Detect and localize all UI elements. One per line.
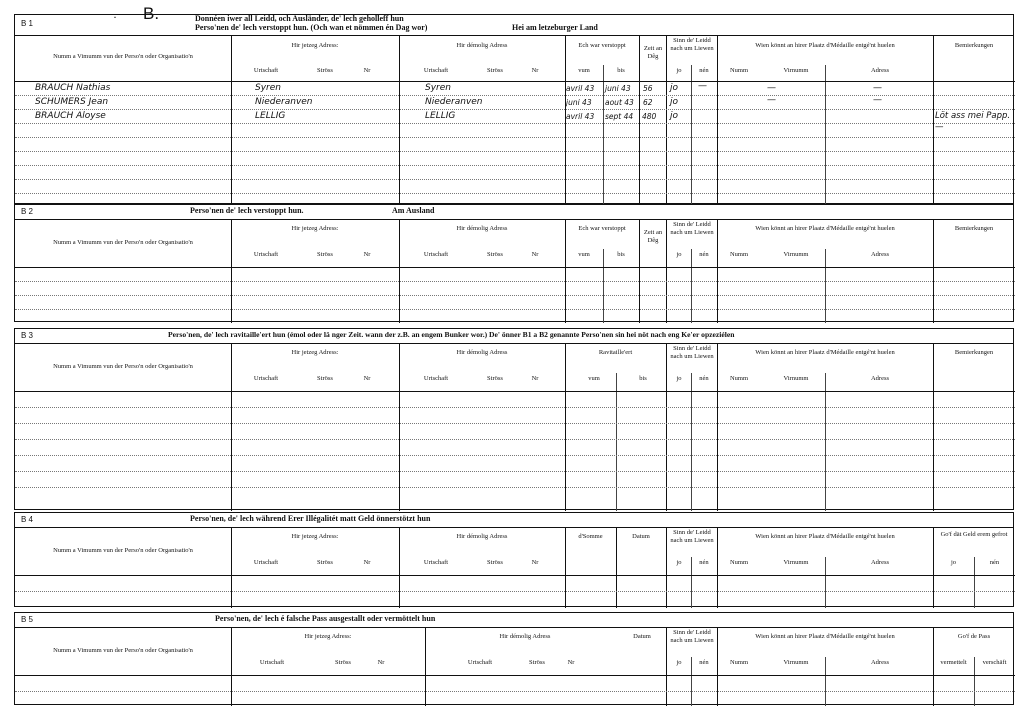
header-current-address: Hir jetzeg Adress:	[304, 633, 352, 640]
header-strooss: Ströss	[335, 659, 351, 666]
row-jo: jo	[670, 97, 679, 107]
header-jo: jo	[676, 559, 682, 566]
row-old-city: Syren	[425, 83, 451, 93]
header-old-address: Hir démolig Adress	[456, 42, 508, 49]
header-wien: Wien könnt an hirer Plaatz d'Médaille entgé'nt huelen	[755, 349, 895, 356]
header-virnumm: Virnumm	[783, 67, 809, 74]
header-name: Numm a Vimumm vun der Perso'n oder Organisatio'n	[53, 547, 193, 554]
row-bis: sept 44	[605, 112, 634, 121]
header-urtschaft-old: Urtschaft	[423, 67, 449, 74]
header-wien: Wien könnt an hirer Plaatz d'Médaille entgé'nt huelen	[755, 225, 895, 232]
header-geld: Go'f dät Geld erem gefrot	[940, 531, 1008, 538]
header-zeit: Zeit an Dêg	[643, 45, 663, 60]
header-nr: Nr	[363, 251, 371, 258]
header-nen: nén	[699, 559, 709, 566]
header-urtschaft: Urtschaft	[259, 659, 285, 666]
header-adress: Adress	[870, 251, 890, 258]
header-jo: jo	[676, 659, 682, 666]
header-bis: bis	[617, 251, 625, 258]
header-sinn: Sinn de' Leidd nach um Liewen	[670, 37, 714, 52]
section-title: Perso'nen, de' lech é falsche Pass ausgestallt oder vermöttelt hun	[215, 614, 436, 623]
header-nen: nén	[699, 375, 709, 382]
header-current-address: Hir jetzeg Adress:	[291, 533, 339, 540]
row-adress: —	[873, 95, 882, 105]
row-vum: juni 43	[566, 98, 592, 107]
header-urtschaft-old: Urtschaft	[467, 659, 493, 666]
header-vum: vum	[578, 67, 590, 74]
section-b3-title-bar	[15, 329, 1013, 344]
header-strooss-old: Ströss	[487, 67, 503, 74]
row-numm: —	[767, 83, 776, 93]
header-vermettelt: vermettelt	[940, 659, 967, 666]
header-pass: Go'f de Pass	[957, 633, 991, 640]
header-current-address: Hir jetzeg Adress:	[291, 42, 339, 49]
header-nr-old: Nr	[531, 559, 539, 566]
header-numm: Numm	[729, 375, 749, 382]
header-nr-old: Nr	[531, 67, 539, 74]
header-nr-old: Nr	[567, 659, 575, 666]
section-b2	[14, 204, 1014, 322]
header-adress: Adress	[870, 659, 890, 666]
row-nen: —	[698, 81, 707, 91]
header-urtschaft-old: Urtschaft	[423, 251, 449, 258]
header-hidden: Ech war verstoppt	[578, 225, 626, 232]
header-nr: Nr	[363, 559, 371, 566]
header-old-address: Hir démolig Adress	[456, 225, 508, 232]
header-strooss-old: Ströss	[487, 559, 503, 566]
header-bemierk: Bemierkungen	[954, 42, 994, 49]
header-virnumm: Virnumm	[783, 659, 809, 666]
header-old-address: Hir démolig Adress	[456, 349, 508, 356]
header-urtschaft-old: Urtschaft	[423, 375, 449, 382]
header-name: Numm a Vimumm vun der Perso'n oder Organisatio'n	[53, 647, 193, 654]
row-deg: 56	[643, 84, 653, 93]
row-numm: —	[767, 95, 776, 105]
header-vum: vum	[588, 375, 600, 382]
header-geld-jo: jo	[950, 559, 957, 566]
section-title: Perso'nen, de' lech ravitaille'ert hun (émol oder lä nger Zeit. wann der z.B. an engem Bunker wor.) De' önner B1 a B2 genannte Perso'nen sin hei nöt nach eng Ke'er opzeziélen	[168, 330, 735, 339]
header-strooss: Ströss	[317, 67, 333, 74]
header-somme: d'Somme	[578, 533, 603, 540]
section-b2-title-bar	[15, 205, 1013, 220]
header-datum: Datum	[633, 633, 651, 640]
row-deg: 62	[643, 98, 653, 107]
section-title: Perso'nen, de' lech während Erer Illégalitét matt Geld önnerstötzt hun	[190, 514, 431, 523]
section-b1	[14, 14, 1014, 204]
header-nr-old: Nr	[531, 375, 539, 382]
section-b5	[14, 612, 1014, 705]
row-remark: Löt ass mei Papp. —	[935, 111, 1011, 132]
header-current-address: Hir jetzeg Adress:	[291, 225, 339, 232]
section-b1-title-bar	[15, 15, 1013, 36]
header-urtschaft: Urtschaft	[253, 559, 279, 566]
row-name: BRAUCH Nathias	[35, 83, 111, 93]
page-letter: B.	[143, 4, 160, 23]
header-adress: Adress	[870, 559, 890, 566]
header-numm: Numm	[729, 67, 749, 74]
header-geld-nen: nén	[989, 559, 1000, 566]
header-bemierk: Bemierkungen	[954, 349, 994, 356]
section-title: Perso'nen de' lech verstoppt hun.	[190, 206, 304, 215]
header-zeit: Zeit an Dêg	[643, 229, 663, 244]
header-sinn: Sinn de' Leidd nach um Liewen	[670, 221, 714, 236]
row-jo: jo	[670, 111, 679, 121]
header-wien: Wien könnt an hirer Plaatz d'Médaille entgé'nt huelen	[755, 533, 895, 540]
header-adress: Adress	[870, 67, 890, 74]
section-b5-title-bar	[15, 613, 1013, 628]
header-numm: Numm	[729, 559, 749, 566]
row-name: SCHUMERS Jean	[35, 97, 109, 107]
row-jo: jo	[670, 83, 679, 93]
header-urtschaft: Urtschaft	[253, 375, 279, 382]
header-adress: Adress	[870, 375, 890, 382]
header-nr: Nr	[363, 375, 371, 382]
header-urtschaft: Urtschaft	[253, 67, 279, 74]
header-virnumm: Virnumm	[783, 375, 809, 382]
header-strooss-old: Ströss	[487, 375, 503, 382]
header-jo: jo	[676, 375, 682, 382]
header-jo: jo	[676, 67, 682, 74]
row-name: BRAUCH Aloyse	[35, 111, 106, 121]
header-name: Numm a Vimumm vun der Perso'n oder Organisatio'n	[53, 239, 193, 246]
header-strooss: Ströss	[317, 251, 333, 258]
header-sinn: Sinn de' Leidd nach um Liewen	[670, 629, 714, 644]
section-code: B 5	[21, 615, 34, 624]
header-nr-old: Nr	[531, 251, 539, 258]
header-name: Numm a Vimumm vun der Perso'n oder Organisatio'n	[53, 363, 193, 370]
row-vum: avril 43	[566, 84, 595, 93]
header-wien: Wien könnt an hirer Plaatz d'Médaille entgé'nt huelen	[755, 633, 895, 640]
header-bis: bis	[639, 375, 647, 382]
page-letter-dot: ·	[113, 10, 117, 24]
header-nr: Nr	[363, 67, 371, 74]
header-hidden: Ech war verstoppt	[578, 42, 626, 49]
header-numm: Numm	[729, 659, 749, 666]
header-nen: nén	[699, 67, 709, 74]
header-urtschaft: Urtschaft	[253, 251, 279, 258]
header-virnumm: Virnumm	[783, 559, 809, 566]
row-vum: avril 43	[566, 112, 595, 121]
header-bis: bis	[617, 67, 625, 74]
header-strooss-old: Ströss	[529, 659, 545, 666]
header-ravitailleert: Ravitaille'ert	[598, 349, 633, 356]
row-bis: aout 43	[605, 98, 634, 107]
row-old-city: Niederanven	[425, 97, 483, 107]
header-nr: Nr	[377, 659, 385, 666]
header-jo: jo	[676, 251, 682, 258]
header-virnumm: Virnumm	[783, 251, 809, 258]
header-strooss: Ströss	[317, 375, 333, 382]
section-title-place: Am Ausland	[392, 206, 435, 215]
row-old-city: LELLIG	[425, 111, 456, 121]
section-code: B 2	[21, 207, 34, 216]
header-old-address: Hir démolig Adress	[456, 533, 508, 540]
header-verschaft: verschäft	[982, 659, 1007, 666]
header-vum: vum	[578, 251, 590, 258]
header-name: Numm a Vimumm vun der Perso'n oder Organisatio'n	[53, 53, 193, 60]
header-nen: nén	[699, 659, 709, 666]
section-code: B 3	[21, 331, 34, 340]
section-b4-title-bar	[15, 513, 1013, 528]
header-strooss: Ströss	[317, 559, 333, 566]
section-b4	[14, 512, 1014, 607]
section-title-line2: Perso'nen de' lech verstoppt hun. (Och wan et nömmen én Dag wor)	[195, 23, 428, 32]
header-strooss-old: Ströss	[487, 251, 503, 258]
header-sinn: Sinn de' Leidd nach um Liewen	[670, 345, 714, 360]
header-wien: Wien könnt an hirer Plaatz d'Médaille entgé'nt huelen	[755, 42, 895, 49]
row-cur-city: Niederanven	[255, 97, 313, 107]
section-code: B 4	[21, 515, 34, 524]
section-code: B 1	[21, 19, 34, 28]
section-title-place: Hei am letzeburger Land	[512, 23, 598, 32]
header-datum: Datum	[632, 533, 650, 540]
header-bemierk: Bemierkungen	[954, 225, 994, 232]
header-current-address: Hir jetzeg Adress:	[291, 349, 339, 356]
row-adress: —	[873, 83, 882, 93]
row-cur-city: Syren	[255, 83, 281, 93]
header-urtschaft-old: Urtschaft	[423, 559, 449, 566]
section-b3	[14, 328, 1014, 510]
section-title-line1: Donnéen iwer all Leidd, och Ausländer, de' lech geholleff hun	[195, 14, 404, 23]
row-deg: 480	[642, 112, 657, 121]
row-bis: juni 43	[605, 84, 631, 93]
header-old-address: Hir démolig Adress	[499, 633, 551, 640]
header-nen: nén	[699, 251, 709, 258]
header-numm: Numm	[729, 251, 749, 258]
row-cur-city: LELLIG	[255, 111, 286, 121]
header-sinn: Sinn de' Leidd nach um Liewen	[670, 529, 714, 544]
